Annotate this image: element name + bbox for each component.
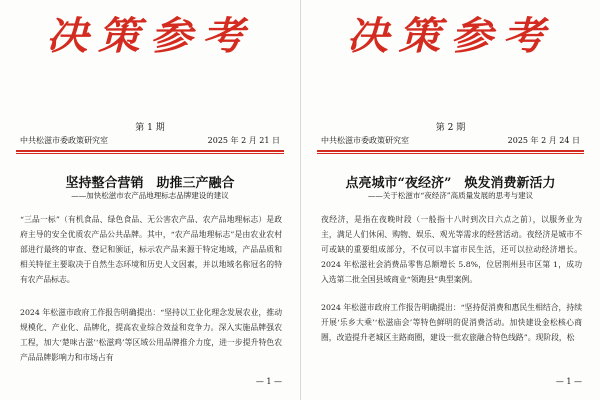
paragraph: “三品一标”（有机食品、绿色食品、无公害农产品、农产品地理标志）是政府主导的安全优质农产品公共品牌。其中，“农产品地理标志”是由农业农村部进行最终的审查、登记和颁证，标示农产品来源于特定地域，产品品质和相关特征主要取决于自然生态环境和历史人文因素，并以地域名称冠名的特有农产品标志。	[20, 215, 282, 284]
right-document-page	[301, 0, 600, 400]
article-title: 坚持整合营销 助推三产融合	[65, 176, 235, 191]
article-subtitle: ——加快松滋市农产品地理标志品牌建设的建议	[71, 191, 229, 200]
article-subtitle: ——关于松滋市“夜经济”高质量发展的思考与建议	[367, 191, 534, 200]
publish-date: 2025 年 2 月 21 日	[207, 136, 280, 145]
masthead-title: 决策参考	[346, 13, 555, 59]
publisher-line	[321, 135, 580, 146]
publisher-name: 中共松滋市委政策研究室	[20, 136, 108, 145]
red-divider-thin	[16, 153, 284, 154]
masthead-title: 决策参考	[45, 13, 254, 59]
red-divider	[317, 150, 584, 152]
issue-number: 第 1 期	[135, 123, 165, 133]
article-title: 点亮城市“夜经济” 焕发消费新活力	[345, 176, 556, 191]
page-number: — 1 —	[555, 377, 582, 386]
paragraph: 夜经济，是指在夜晚时段（一般指十八时到次日六点之前），以服务业为主，满足人们休闲、购物、娱乐、观光等需求的经营活动。夜经济是城市不可或缺的重要组成部分，不仅可以丰富市民生活，还可以拉动经济增长。2024 年松滋社会消费品零售总额增长 5.8%，位居荆州县市区第 1，成功入选第二批全国县域商业“领跑县”典型案例。	[321, 215, 582, 284]
red-divider-thin	[317, 153, 584, 154]
publish-date: 2025 年 2 月 24 日	[507, 136, 580, 145]
red-divider	[16, 150, 284, 152]
paragraph: 2024 年松滋市政府工作报告明确提出：“坚持以工业化理念发展农业，推动规模化、产业化、品牌化，提高农业综合效益和竞争力。深入实施品牌强农工程，加大‘楚味古滋’‘松滋鸡’等区域公用品牌推介力度，进一步提升特色农产品品牌影响力和市场占有	[20, 308, 282, 362]
page-number: — 1 —	[255, 377, 282, 386]
paragraph: 2024 年松滋市政府工作报告明确提出：“坚持促消费和惠民生相结合，持续开展‘乐乡大乘’‘松滋庙会’等特色鲜明的促消费活动。加快建设金松核心商圈，改造提升老城区主路商圈，建设一批农旅融合特色线路”。现阶段，松	[321, 303, 582, 342]
publisher-name: 中共松滋市委政策研究室	[321, 136, 409, 145]
publisher-line	[20, 135, 280, 146]
issue-number: 第 2 期	[435, 123, 466, 133]
